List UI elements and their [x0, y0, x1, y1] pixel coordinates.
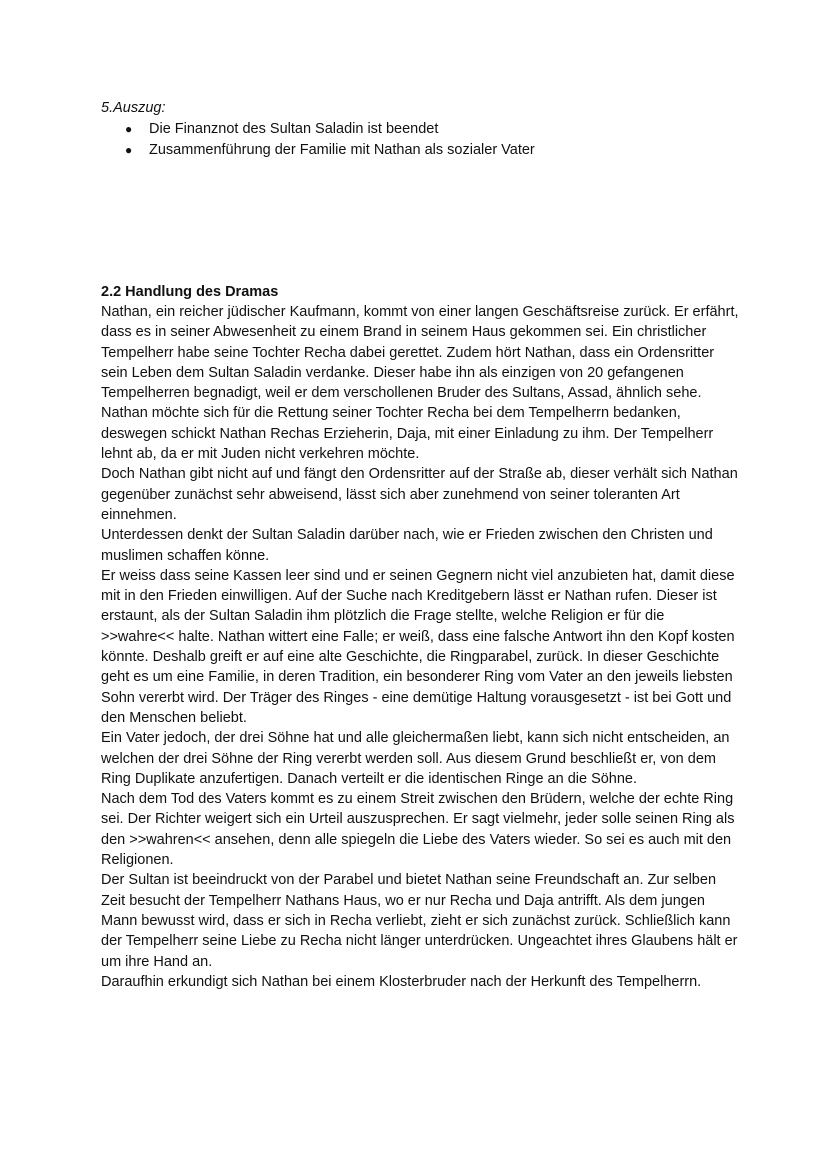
section-title: 2.2 Handlung des Dramas [101, 284, 279, 300]
bullet-item [101, 140, 781, 161]
paragraph: Nathan, ein reicher jüdischer Kaufmann, kommt von einer langen Geschäftsreise zurück. Er erfährt, dass es in seiner Abwesenheit zu einem Brand in seinem Haus gekommen sei. Ein christlicher Tempelherr habe seine Tochter Recha dabei gerettet. Zudem hört Nathan, dass ein Ordensritter sein Leben dem Sultan Saladin verdanke. Dieser habe ihn als einzigen von 20 gefangenen Tempelherren begnadigt, weil er dem verschollenen Bruder des Sultans, Assad, ähnlich sehe. [101, 304, 739, 402]
paragraph: Unterdessen denkt der Sultan Saladin darüber nach, wie er Frieden zwischen den Christen und muslimen schaffen könne. [101, 527, 713, 564]
paragraph: Er weiss dass seine Kassen leer sind und er seinen Gegnern nicht viel anzubieten hat, damit diese mit in den Frieden einwilligen. Auf der Suche nach Kreditgebern lässt er Nathan rufen. Dieser ist erstaunt, als der Sultan Saladin ihm plötzlich die Frage stellte, welche Religion er für die >>wahre<< halte. Nathan wittert eine Falle; er weiß, dass eine falsche Antwort ihn den Kopf kosten könnte. Deshalb greift er auf eine alte Geschichte, die Ringparabel, zurück. In dieser Geschichte geht es um eine Familie, in deren Tradition, ein besonderer Ring vom Vater an den jeweils liebsten Sohn vererbt wird. Der Träger des Ringes - eine demütige Haltung vorausgesetzt - ist bei Gott und den Menschen beliebt. [101, 567, 735, 726]
paragraph: Nach dem Tod des Vaters kommt es zu einem Streit zwischen den Brüdern, welche der echte Ring sei. Der Richter weigert sich ein Urteil auszusprechen. Er sagt vielmehr, jeder solle seinen Ring als den >>wahren<< ansehen, denn alle spiegeln die Liebe des Vaters wieder. So sei es auch mit den Religionen. [101, 791, 735, 869]
paragraph: Ein Vater jedoch, der drei Söhne hat und alle gleichermaßen liebt, kann sich nicht entscheiden, an welchen der drei Söhne der Ring vererbt werden soll. Aus diesem Grund beschließt er, von dem Ring Duplikate anzufertigen. Danach verteilt er die identischen Ringe an die Söhne. [101, 730, 730, 787]
paragraph: Nathan möchte sich für die Rettung seiner Tochter Recha bei dem Tempelherrn bedanken, deswegen schickt Nathan Rechas Erzieherin, Daja, mit einer Einladung zu ihm. Der Tempelherr lehnt ab, da er mit Juden nicht verkehren möchte. [101, 405, 714, 463]
paragraph: Der Sultan ist beeindruckt von der Parabel und bietet Nathan seine Freundschaft an. Zur selben Zeit besucht der Tempelherr Nathans Haus, wo er nur Recha und Daja antrifft. Als dem jungen Mann bewusst wird, dass er sich in Recha verliebt, zieht er sich zunächst zurück. Schließlich kann der Tempelherr seine Liebe zu Recha nicht länger unterdrücken. Ungeachtet ihres Glaubens hält er um ihre Hand an. [101, 872, 738, 970]
section-body [101, 302, 741, 992]
paragraph: Daraufhin erkundigt sich Nathan bei einem Klosterbruder nach der Herkunft des Tempelherrn. [101, 973, 702, 990]
bullet-item [101, 119, 781, 140]
paragraph: Doch Nathan gibt nicht auf und fängt den Ordensritter auf der Straße ab, dieser verhält sich Nathan gegenüber zunächst sehr abweisend, lässt sich aber zunehmend von seiner toleranten Art einnehmen. [101, 466, 738, 523]
excerpt-heading: 5.Auszug: [101, 100, 166, 116]
bullet-text: Zusammenführung der Familie mit Nathan als sozialer Vater [149, 142, 535, 158]
excerpt-bullet-list [101, 119, 781, 161]
bullet-text: Die Finanznot des Sultan Saladin ist beendet [149, 121, 439, 137]
bullet-dot-icon: ● [125, 122, 133, 136]
bullet-dot-icon: ● [125, 143, 133, 157]
